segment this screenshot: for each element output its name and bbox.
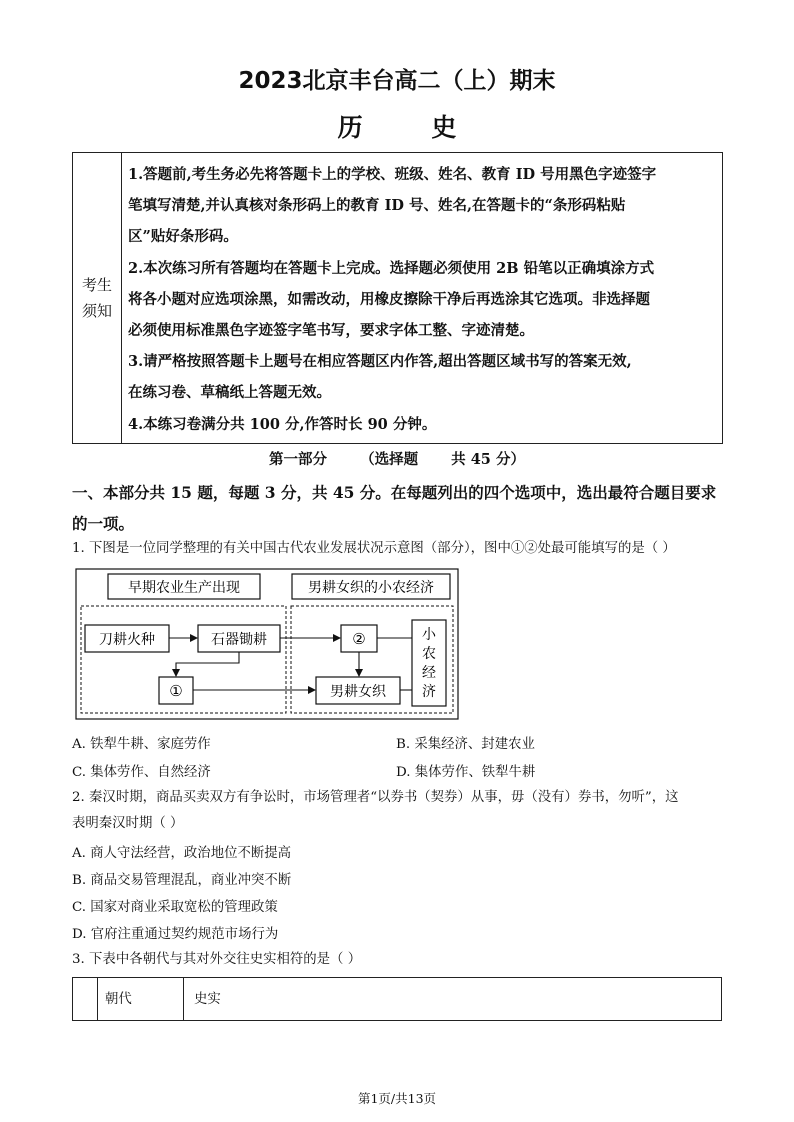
q1-option-b[interactable]: B. 采集经济、封建农业 [396, 737, 535, 752]
q1-option-c[interactable]: C. 集体劳作、自然经济 [72, 765, 211, 780]
question-1-stem: 1. 下图是一位同学整理的有关中国古代农业发展状况示意图（部分），图中①②处最可能填写的是（ ） [72, 541, 676, 556]
notice-label-line1: 考生 [81, 276, 112, 294]
page-footer: 第1页/共13页 [357, 1091, 437, 1106]
node-blank-2-label: ② [352, 630, 366, 648]
q2-option-d[interactable]: D. 官府注重通过契约规范市场行为 [72, 927, 279, 942]
instruction-line: 一、本部分共 15 题，每题 3 分，共 45 分。在每题列出的四个选项中，选出最符合题目要求 [72, 483, 717, 502]
node-blank-1-label: ① [169, 682, 183, 700]
q3-table-header-dynasty: 朝代 [97, 978, 184, 1020]
notice-line: 笔填写清楚,并认真核对条形码上的教育 ID 号、姓名,在答题卡的“条形码粘贴 [128, 197, 626, 215]
q2-option-c[interactable]: C. 国家对商业采取宽松的管理政策 [72, 900, 278, 915]
notice-line: 4.本练习卷满分共 100 分,作答时长 90 分钟。 [128, 415, 437, 433]
q1-option-a[interactable]: A. 铁犁牛耕、家庭劳作 [72, 737, 211, 752]
side-char: 农 [422, 647, 436, 662]
notice-line: 3.请严格按照答题卡上题号在相应答题区内作答,超出答题区域书写的答案无效, [128, 353, 632, 371]
instruction-line: 的一项。 [72, 514, 135, 533]
section-heading [0, 448, 794, 469]
notice-line: 2.本次练习所有答题均在答题卡上完成。选择题必须使用 2B 铅笔以正确填涂方式 [128, 259, 655, 277]
side-char: 小 [422, 628, 436, 643]
section-part: 第一部分 [269, 451, 328, 468]
notice-line: 将各小题对应选项涂黑，如需改动，用橡皮擦除干净后再选涂其它选项。非选择题 [128, 290, 650, 308]
box-small-peasant-label: 男耕女织的小农经济 [308, 581, 434, 596]
exam-title: 2023北京丰台高二（上）期末 [238, 68, 556, 94]
q2-option-a[interactable]: A. 商人守法经营，政治地位不断提高 [72, 846, 292, 861]
question-3-stem: 3. 下表中各朝代与其对外交往史实相符的是（ ） [72, 952, 362, 967]
side-char: 经 [422, 666, 436, 681]
agriculture-diagram [75, 568, 459, 720]
q3-table-index-cell [73, 978, 98, 1020]
q1-option-d[interactable]: D. 集体劳作、铁犁牛耕 [396, 765, 536, 780]
notice-body [128, 159, 718, 440]
notice-line: 必须使用标准黑色字迹签字笔书写，要求字体工整、字迹清楚。 [128, 322, 534, 340]
section-instruction [72, 477, 732, 539]
section-score: 共 45 分） [451, 451, 525, 468]
notice-label [73, 153, 122, 443]
q3-table [72, 977, 722, 1021]
question-2-stem-line2: 表明秦汉时期（ ） [72, 816, 184, 831]
box-early-agriculture-label: 早期农业生产出现 [128, 581, 240, 596]
section-type: （选择题 [360, 451, 419, 468]
arrow-b-1 [176, 652, 239, 676]
notice-label-line2: 须知 [81, 302, 112, 320]
notice-line: 在练习卷、草稿纸上答题无效。 [128, 384, 331, 402]
subject-title: 历 史 [337, 113, 487, 142]
notice-line: 1.答题前,考生务必先将答题卡上的学校、班级、姓名、教育 ID 号用黑色字迹签字 [128, 166, 657, 183]
side-char: 济 [422, 685, 436, 700]
q3-table-header-facts: 史实 [194, 992, 221, 1007]
notice-line: 区”贴好条形码。 [128, 228, 238, 246]
q2-option-b[interactable]: B. 商品交易管理混乱，商业冲突不断 [72, 873, 292, 888]
question-2-stem-line1: 2. 秦汉时期，商品买卖双方有争讼时，市场管理者“以券书（契券）从事，毋（没有）券书，勿听”，这 [72, 790, 679, 805]
node-slash-burn-label: 刀耕火种 [99, 633, 155, 648]
candidate-notice-box [72, 152, 723, 444]
node-men-farm-label: 男耕女织 [330, 685, 386, 700]
node-stone-hoe-label: 石器锄耕 [211, 633, 267, 648]
